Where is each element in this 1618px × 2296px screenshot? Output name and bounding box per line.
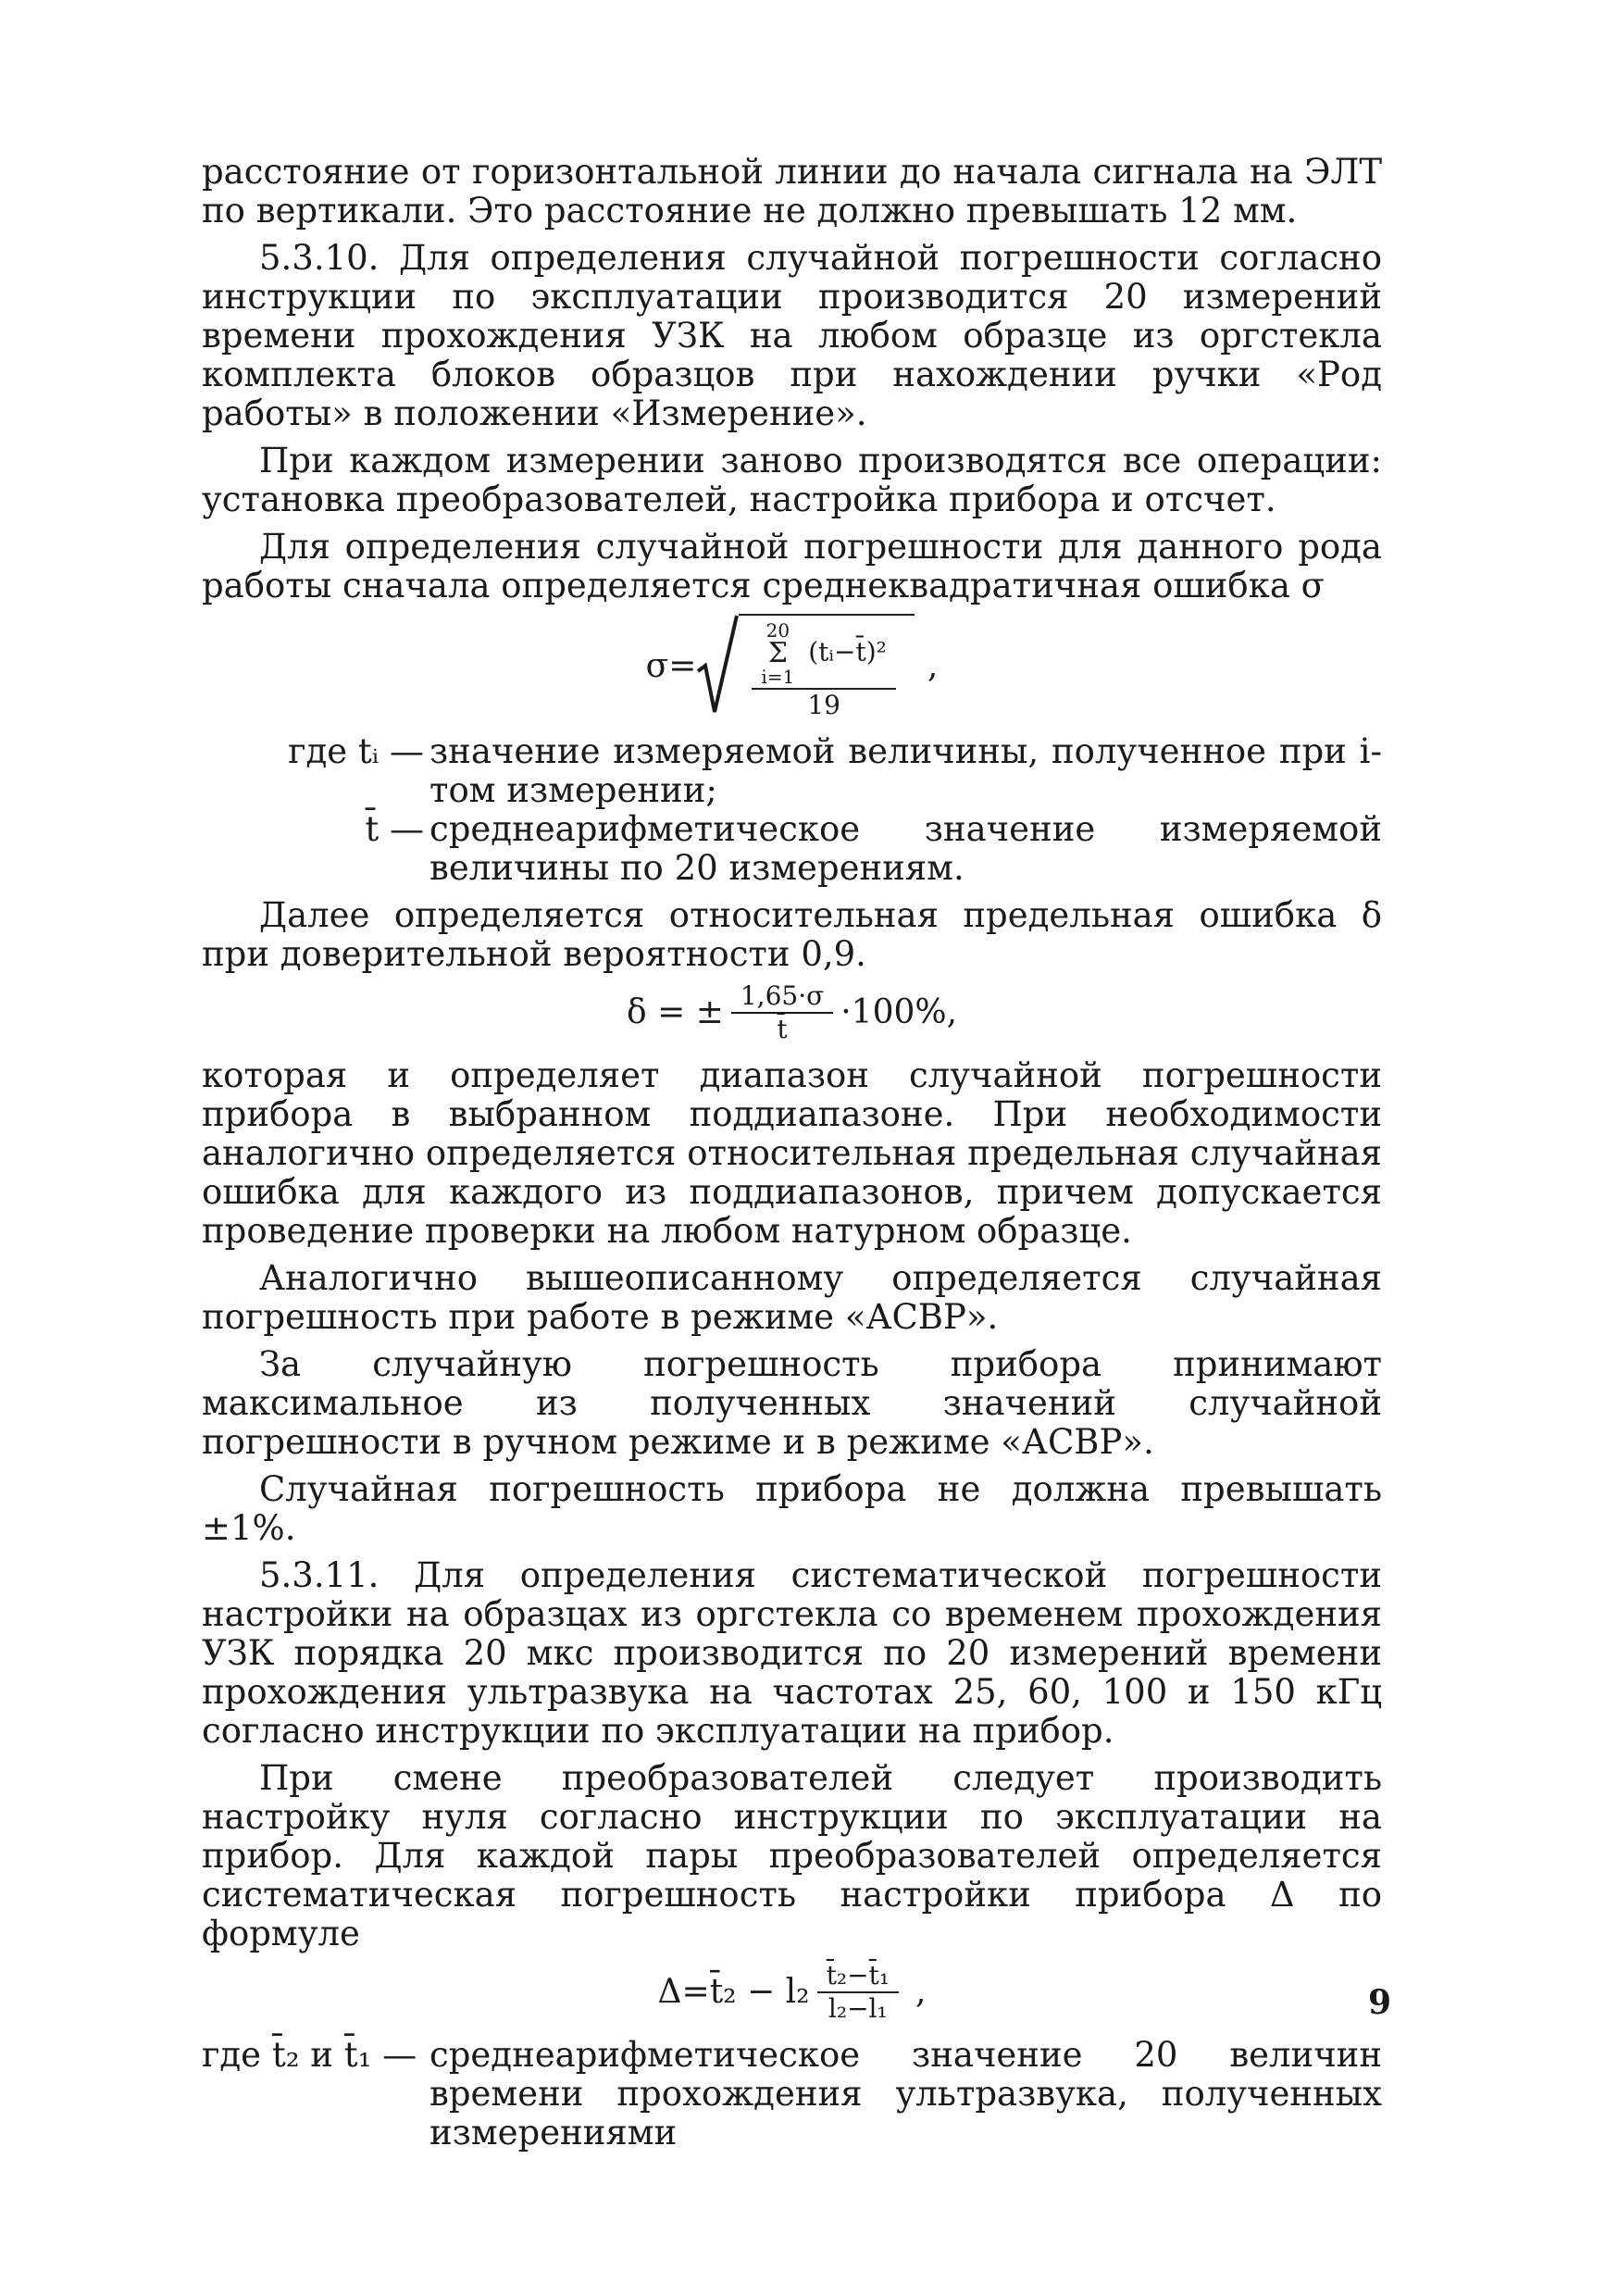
- sum-sign: Σ: [767, 637, 788, 669]
- page-number: 9: [1368, 1983, 1392, 2022]
- paragraph: За случайную погрешность прибора принимают максимальное из полученных значений случайной погрешности в ручном режиме и в режиме «АСВР».: [202, 1344, 1382, 1462]
- fraction: [752, 621, 895, 719]
- sum-lower-limit: i=1: [761, 666, 795, 688]
- definitions-list: [202, 732, 1382, 888]
- formula-punct: ,: [915, 1973, 927, 2011]
- paragraph: Для определения случайной погрешности для данного рода работы сначала определяется среднеквадратичная ошибка σ: [202, 527, 1382, 605]
- definition-term: где t̄₂ и t̄₁ —: [202, 2035, 417, 2075]
- fraction-denominator: l₂−l₁: [828, 1993, 888, 2024]
- paragraph-5-3-10: 5.3.10. Для определения случайной погрешности согласно инструкции по эксплуатации производится 20 измерений времени прохождения УЗК на любом образце из оргстекла комплекта блоков образцов при нахождении ручки «Род работы» в положении «Измерение».: [202, 238, 1382, 433]
- formula-delta: [202, 982, 1382, 1043]
- paragraph: которая и определяет диапазон случайной погрешности прибора в выбранном поддиапазоне. При необходимости аналогично определяется относительная предельная случайная ошибка для каждого из поддиапазонов, причем допускается проведение проверки на любом натурном образце.: [202, 1055, 1382, 1251]
- formula-delta-lhs: δ = ±: [626, 993, 724, 1031]
- fraction: [817, 1962, 899, 2023]
- definition-text: значение измеряемой величины, полученное при i-том измерении;: [429, 731, 1382, 810]
- formula-sigma: [202, 614, 1382, 719]
- radical-sign: [696, 614, 914, 719]
- paragraph: При каждом измерении заново производятся все операции: установка преобразователей, настройка прибора и отсчет.: [202, 441, 1382, 519]
- paragraph: При смене преобразователей следует производить настройку нуля согласно инструкции по эксплуатации на прибор. Для каждой пары преобразователей определяется систематическая погрешность настройки прибора Δ по формуле: [202, 1758, 1382, 1953]
- paragraph: Аналогично вышеописанному определяется случайная погрешность при работе в режиме «АСВР».: [202, 1258, 1382, 1337]
- definition-text: среднеарифметическое значение измеряемой величины по 20 измерениям.: [429, 809, 1382, 888]
- formula-delta-systematic: [202, 1962, 1382, 2023]
- definition-term: где tᵢ —: [288, 731, 424, 771]
- fraction: [731, 982, 833, 1043]
- formula-sigma-lhs: σ=: [645, 647, 697, 685]
- definition-row: [202, 810, 1382, 888]
- definition-term: t̄ —: [365, 809, 424, 849]
- definition-row: [202, 2036, 1382, 2152]
- paragraph: Далее определяется относительная предельная ошибка δ при доверительной вероятности 0,9.: [202, 895, 1382, 974]
- paragraph-5-3-11: 5.3.11. Для определения систематической погрешности настройки на образцах из оргстекла со временем прохождения УЗК порядка 20 мкс производится по 20 измерений времени прохождения ультразвука на частотах 25, 60, 100 и 150 кГц согласно инструкции по эксплуатации на прибор.: [202, 1555, 1382, 1751]
- formula-delta-rhs: ·100%,: [840, 993, 958, 1031]
- formula-punct: ,: [927, 647, 939, 685]
- fraction-numerator: t̄₂−t̄₁: [817, 1962, 899, 1993]
- sum-upper-limit: 20: [765, 619, 790, 642]
- definitions-list: [202, 2036, 1382, 2152]
- fraction-denominator: 19: [807, 690, 840, 720]
- fraction-denominator: t̄: [777, 1014, 788, 1044]
- fraction-numerator: [752, 621, 895, 690]
- radical-icon: [696, 614, 739, 716]
- radicand: [739, 614, 914, 719]
- formula-lhs: Δ=t̄₂ − l₂: [657, 1973, 810, 2011]
- paragraph: расстояние от горизонтальной линии до начала сигнала на ЭЛТ по вертикали. Это расстояние не должно превышать 12 мм.: [202, 152, 1382, 231]
- definition-row: [202, 732, 1382, 810]
- fraction-numerator: 1,65·σ: [731, 982, 833, 1014]
- sum-operator: [761, 621, 794, 686]
- definition-text: среднеарифметическое значение 20 величин времени прохождения ультразвука, полученных измерениями: [429, 2035, 1382, 2152]
- paragraph: Случайная погрешность прибора не должна превышать ±1%.: [202, 1469, 1382, 1548]
- document-page: [202, 153, 1382, 2161]
- sum-term: (tᵢ−t̄)²: [808, 636, 887, 668]
